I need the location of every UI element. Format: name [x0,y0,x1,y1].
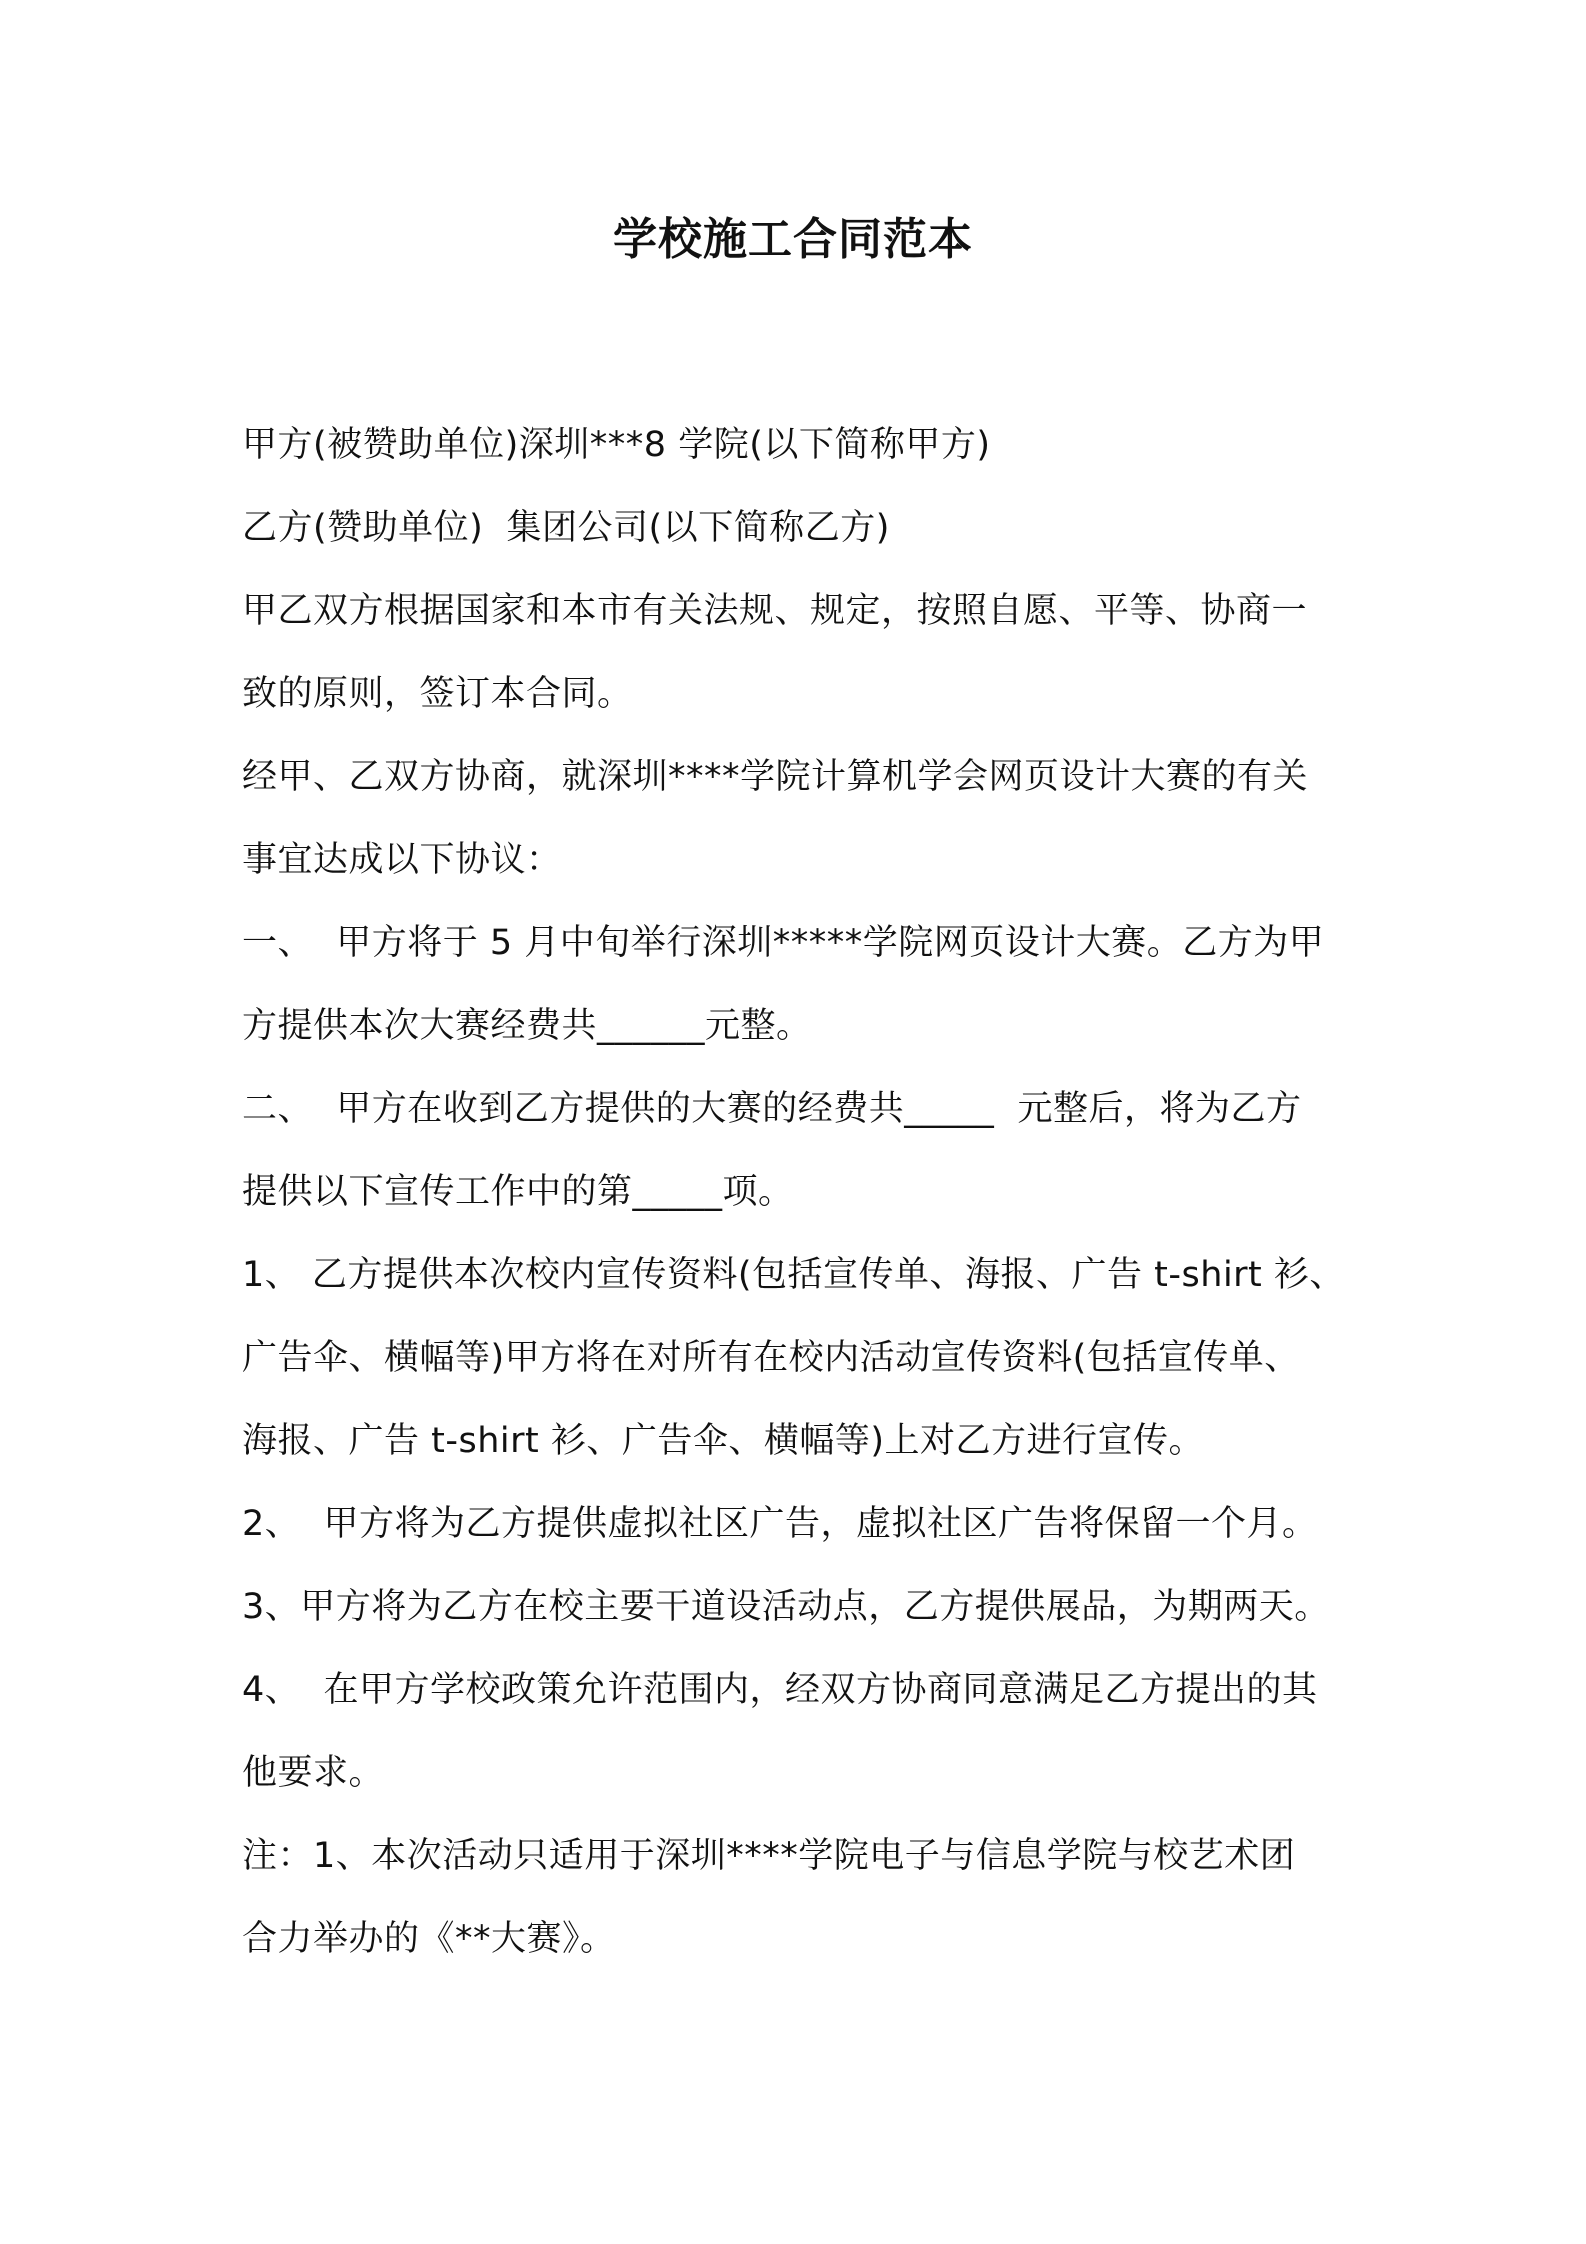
clause-1-line-2: 方提供本次大赛经费共______元整。 [242,1006,812,1046]
clause-2-line-1: 二、 甲方在收到乙方提供的大赛的经费共_____ 元整后，将为乙方 [242,1089,1302,1129]
item-2-line: 2、 甲方将为乙方提供虚拟社区广告，虚拟社区广告将保留一个月。 [242,1504,1318,1544]
item-3-line: 3、甲方将为乙方在校主要干道设活动点，乙方提供展品，为期两天。 [242,1587,1330,1627]
party-b-line: 乙方(赞助单位) 集团公司(以下简称乙方) [242,508,890,548]
preamble-line-2: 致的原则，签订本合同。 [242,674,633,714]
item-1-line-1: 1、 乙方提供本次校内宣传资料(包括宣传单、海报、广告 t-shirt 衫、 [242,1255,1345,1295]
agreement-intro-line-1: 经甲、乙双方协商，就深圳****学院计算机学会网页设计大赛的有关 [242,757,1309,797]
document-title: 学校施工合同范本 [613,214,973,265]
preamble-line-1: 甲乙双方根据国家和本市有关法规、规定，按照自愿、平等、协商一 [242,591,1308,631]
item-4-line-2: 他要求。 [242,1753,385,1793]
note-line-2: 合力举办的《**大赛》。 [242,1919,616,1959]
item-4-line-1: 4、 在甲方学校政策允许范围内，经双方协商同意满足乙方提出的其 [242,1670,1318,1710]
item-1-line-2: 广告伞、横幅等)甲方将在对所有在校内活动宣传资料(包括宣传单、 [242,1338,1300,1378]
party-a-line: 甲方(被赞助单位)深圳***8 学院(以下简称甲方) [242,425,991,465]
clause-1-line-1: 一、 甲方将于 5 月中旬举行深圳*****学院网页设计大赛。乙方为甲 [242,923,1325,963]
document-body [242,404,1362,1981]
item-1-line-3: 海报、广告 t-shirt 衫、广告伞、横幅等)上对乙方进行宣传。 [242,1421,1205,1461]
note-line-1: 注：1、本次活动只适用于深圳****学院电子与信息学院与校艺术团 [242,1836,1296,1876]
clause-2-line-2: 提供以下宣传工作中的第_____项。 [242,1172,794,1212]
agreement-intro-line-2: 事宜达成以下协议： [242,840,562,880]
